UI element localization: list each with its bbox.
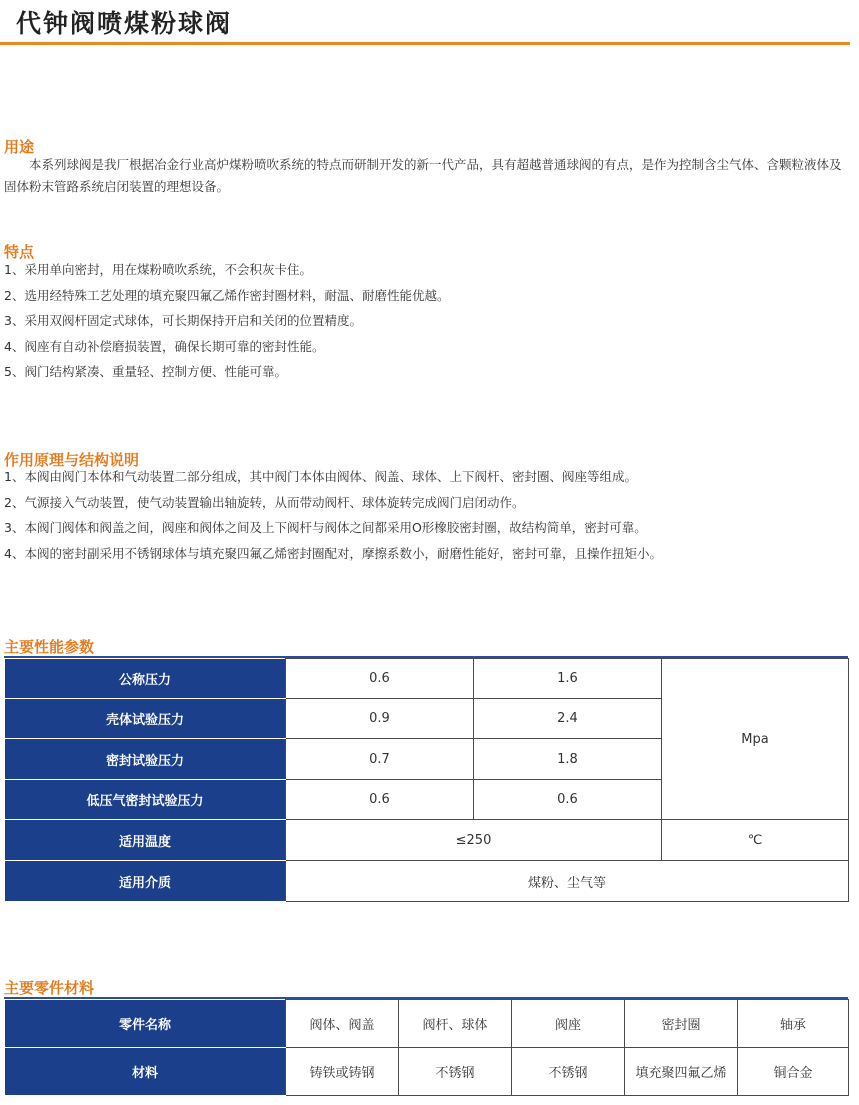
temp-value: ≤250 bbox=[286, 820, 662, 861]
table-row bbox=[5, 1048, 849, 1096]
feature-item: 1、采用单向密封，用在煤粉喷吹系统，不会积灰卡住。 bbox=[4, 262, 312, 277]
feature-item: 5、阀门结构紧凑、重量轻、控制方便、性能可靠。 bbox=[4, 364, 287, 379]
cell-value: 2.4 bbox=[474, 699, 662, 739]
row-label: 密封试验压力 bbox=[5, 739, 286, 780]
medium-value: 煤粉、尘气等 bbox=[286, 861, 849, 902]
cell-value: 0.9 bbox=[286, 699, 474, 739]
part-material: 不锈钢 bbox=[512, 1048, 625, 1096]
row-label: 公称压力 bbox=[5, 659, 286, 699]
principle-item: 3、本阀门阀体和阀盖之间，阀座和阀体之间及上下阀杆与阀体之间都采用O形橡胶密封圈，故结构简单，密封可靠。 bbox=[4, 520, 647, 535]
features-heading: 特点 bbox=[4, 243, 35, 261]
part-name: 阀座 bbox=[512, 1000, 625, 1048]
part-material: 铜合金 bbox=[738, 1048, 849, 1096]
feature-item: 3、采用双阀杆固定式球体，可长期保持开启和关闭的位置精度。 bbox=[4, 313, 362, 328]
performance-heading: 主要性能参数 bbox=[4, 638, 95, 656]
part-name: 密封圈 bbox=[625, 1000, 738, 1048]
table-row bbox=[5, 820, 849, 861]
row-label: 材料 bbox=[5, 1048, 286, 1096]
row-label: 壳体试验压力 bbox=[5, 699, 286, 739]
cell-value: 0.6 bbox=[474, 780, 662, 820]
part-name: 阀杆、球体 bbox=[399, 1000, 512, 1048]
materials-table bbox=[4, 999, 849, 1096]
feature-item: 2、选用经特殊工艺处理的填充聚四氟乙烯作密封圈材料，耐温、耐磨性能优越。 bbox=[4, 288, 450, 303]
page-title: 代钟阀喷煤粉球阀 bbox=[16, 9, 233, 38]
principle-item: 4、本阀的密封副采用不锈钢球体与填充聚四氟乙烯密封圈配对，摩擦系数小，耐磨性能好，密封可靠，且操作扭矩小。 bbox=[4, 546, 662, 561]
part-name: 轴承 bbox=[738, 1000, 849, 1048]
usage-text: 本系列球阀是我厂根据冶金行业高炉煤粉喷吹系统的特点而研制开发的新一代产品，具有超越普通球阀的有点，是作为控制含尘气体、含颗粒液体及固体粉末管路系统启闭装置的理想设备。 bbox=[4, 157, 842, 194]
row-label: 低压气密封试验压力 bbox=[5, 780, 286, 820]
table-row bbox=[5, 1000, 849, 1048]
table-row bbox=[5, 659, 849, 699]
feature-item: 4、阀座有自动补偿磨损装置，确保长期可靠的密封性能。 bbox=[4, 339, 325, 354]
cell-value: 0.6 bbox=[286, 659, 474, 699]
principle-item: 1、本阀由阀门本体和气动装置二部分组成，其中阀门本体由阀体、阀盖、球体、上下阀杆、密封圈、阀座等组成。 bbox=[4, 469, 637, 484]
part-name: 阀体、阀盖 bbox=[286, 1000, 399, 1048]
materials-heading: 主要零件材料 bbox=[4, 979, 95, 997]
part-material: 不锈钢 bbox=[399, 1048, 512, 1096]
row-label: 适用温度 bbox=[5, 820, 286, 861]
title-underline bbox=[0, 42, 850, 45]
pressure-unit: Mpa bbox=[662, 659, 849, 820]
cell-value: 1.8 bbox=[474, 739, 662, 780]
cell-value: 0.7 bbox=[286, 739, 474, 780]
row-label: 零件名称 bbox=[5, 1000, 286, 1048]
principle-heading: 作用原理与结构说明 bbox=[4, 451, 140, 469]
temp-unit: ℃ bbox=[662, 820, 849, 861]
part-material: 填充聚四氟乙烯 bbox=[625, 1048, 738, 1096]
principle-item: 2、气源接入气动装置，使气动装置输出轴旋转，从而带动阀杆、球体旋转完成阀门启闭动作。 bbox=[4, 495, 525, 510]
performance-table bbox=[4, 658, 849, 902]
row-label: 适用介质 bbox=[5, 861, 286, 902]
table-row bbox=[5, 861, 849, 902]
usage-heading: 用途 bbox=[4, 138, 35, 156]
cell-value: 0.6 bbox=[286, 780, 474, 820]
part-material: 铸铁或铸钢 bbox=[286, 1048, 399, 1096]
cell-value: 1.6 bbox=[474, 659, 662, 699]
